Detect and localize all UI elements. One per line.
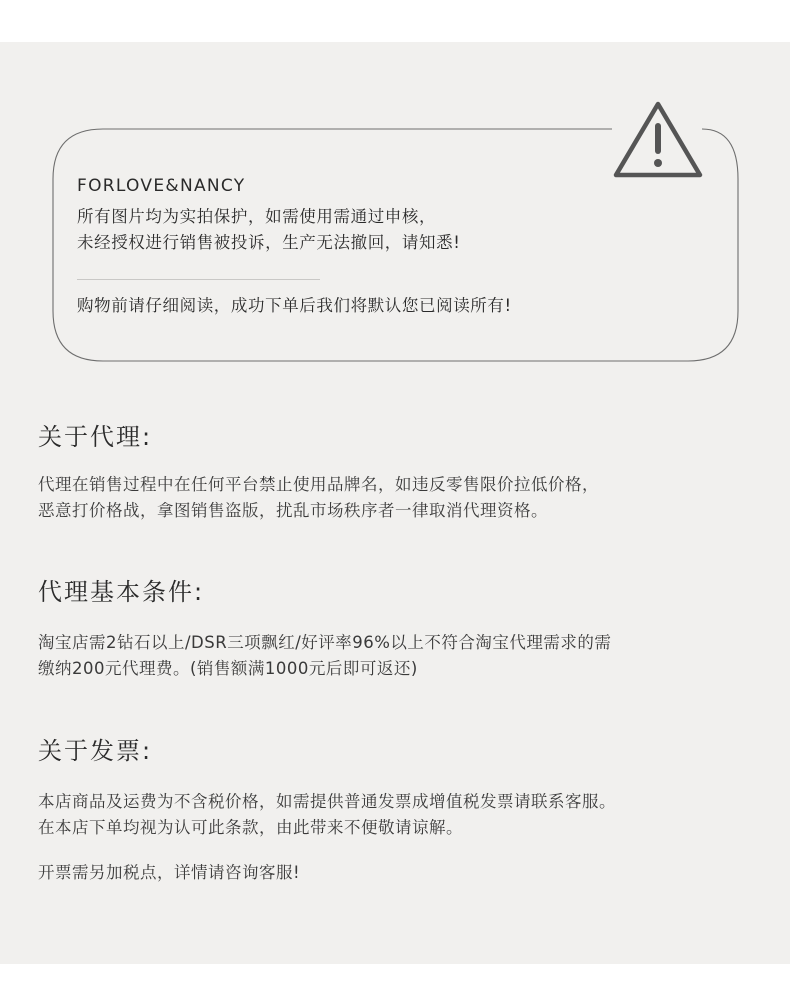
invoice-text-line-1: 本店商品及运费为不含税价格，如需提供普通发票成增值税发票请联系客服。 (38, 792, 616, 811)
agency-text-line-2: 恶意打价格战，拿图销售盗版，扰乱市场秩序者一律取消代理资格。 (38, 501, 548, 520)
notice-line-complaint: 未经授权进行销售被投诉，生产无法撤回，请知悉! (77, 233, 461, 252)
agency-text-line-1: 代理在销售过程中在任何平台禁止使用品牌名，如违反零售限价拉低价格， (38, 475, 599, 494)
conditions-text-line-1: 淘宝店需2钻石以上/DSR三项飘红/好评率96%以上不符合淘宝代理需求的需 (38, 633, 612, 652)
brand-name: FORLOVE&NANCY (77, 176, 246, 196)
invoice-text-line-3: 开票需另加税点，详情请咨询客服! (38, 863, 301, 882)
invoice-text-line-2: 在本店下单均视为认可此条款，由此带来不便敬请谅解。 (38, 818, 463, 837)
notice-box-outline (0, 0, 790, 400)
notice-line-copyright: 所有图片均为实拍保护，如需使用需通过申核， (77, 207, 437, 226)
agency-section-title: 关于代理: (38, 423, 153, 451)
notice-line-read-before-buy: 购物前请仔细阅读，成功下单后我们将默认您已阅读所有! (77, 296, 512, 315)
warning-triangle-icon (612, 99, 704, 181)
conditions-section-title: 代理基本条件: (38, 578, 205, 606)
conditions-text-line-2: 缴纳200元代理费。(销售额满1000元后即可返还) (38, 659, 418, 678)
notice-divider (77, 279, 320, 280)
invoice-section-title: 关于发票: (38, 737, 153, 765)
